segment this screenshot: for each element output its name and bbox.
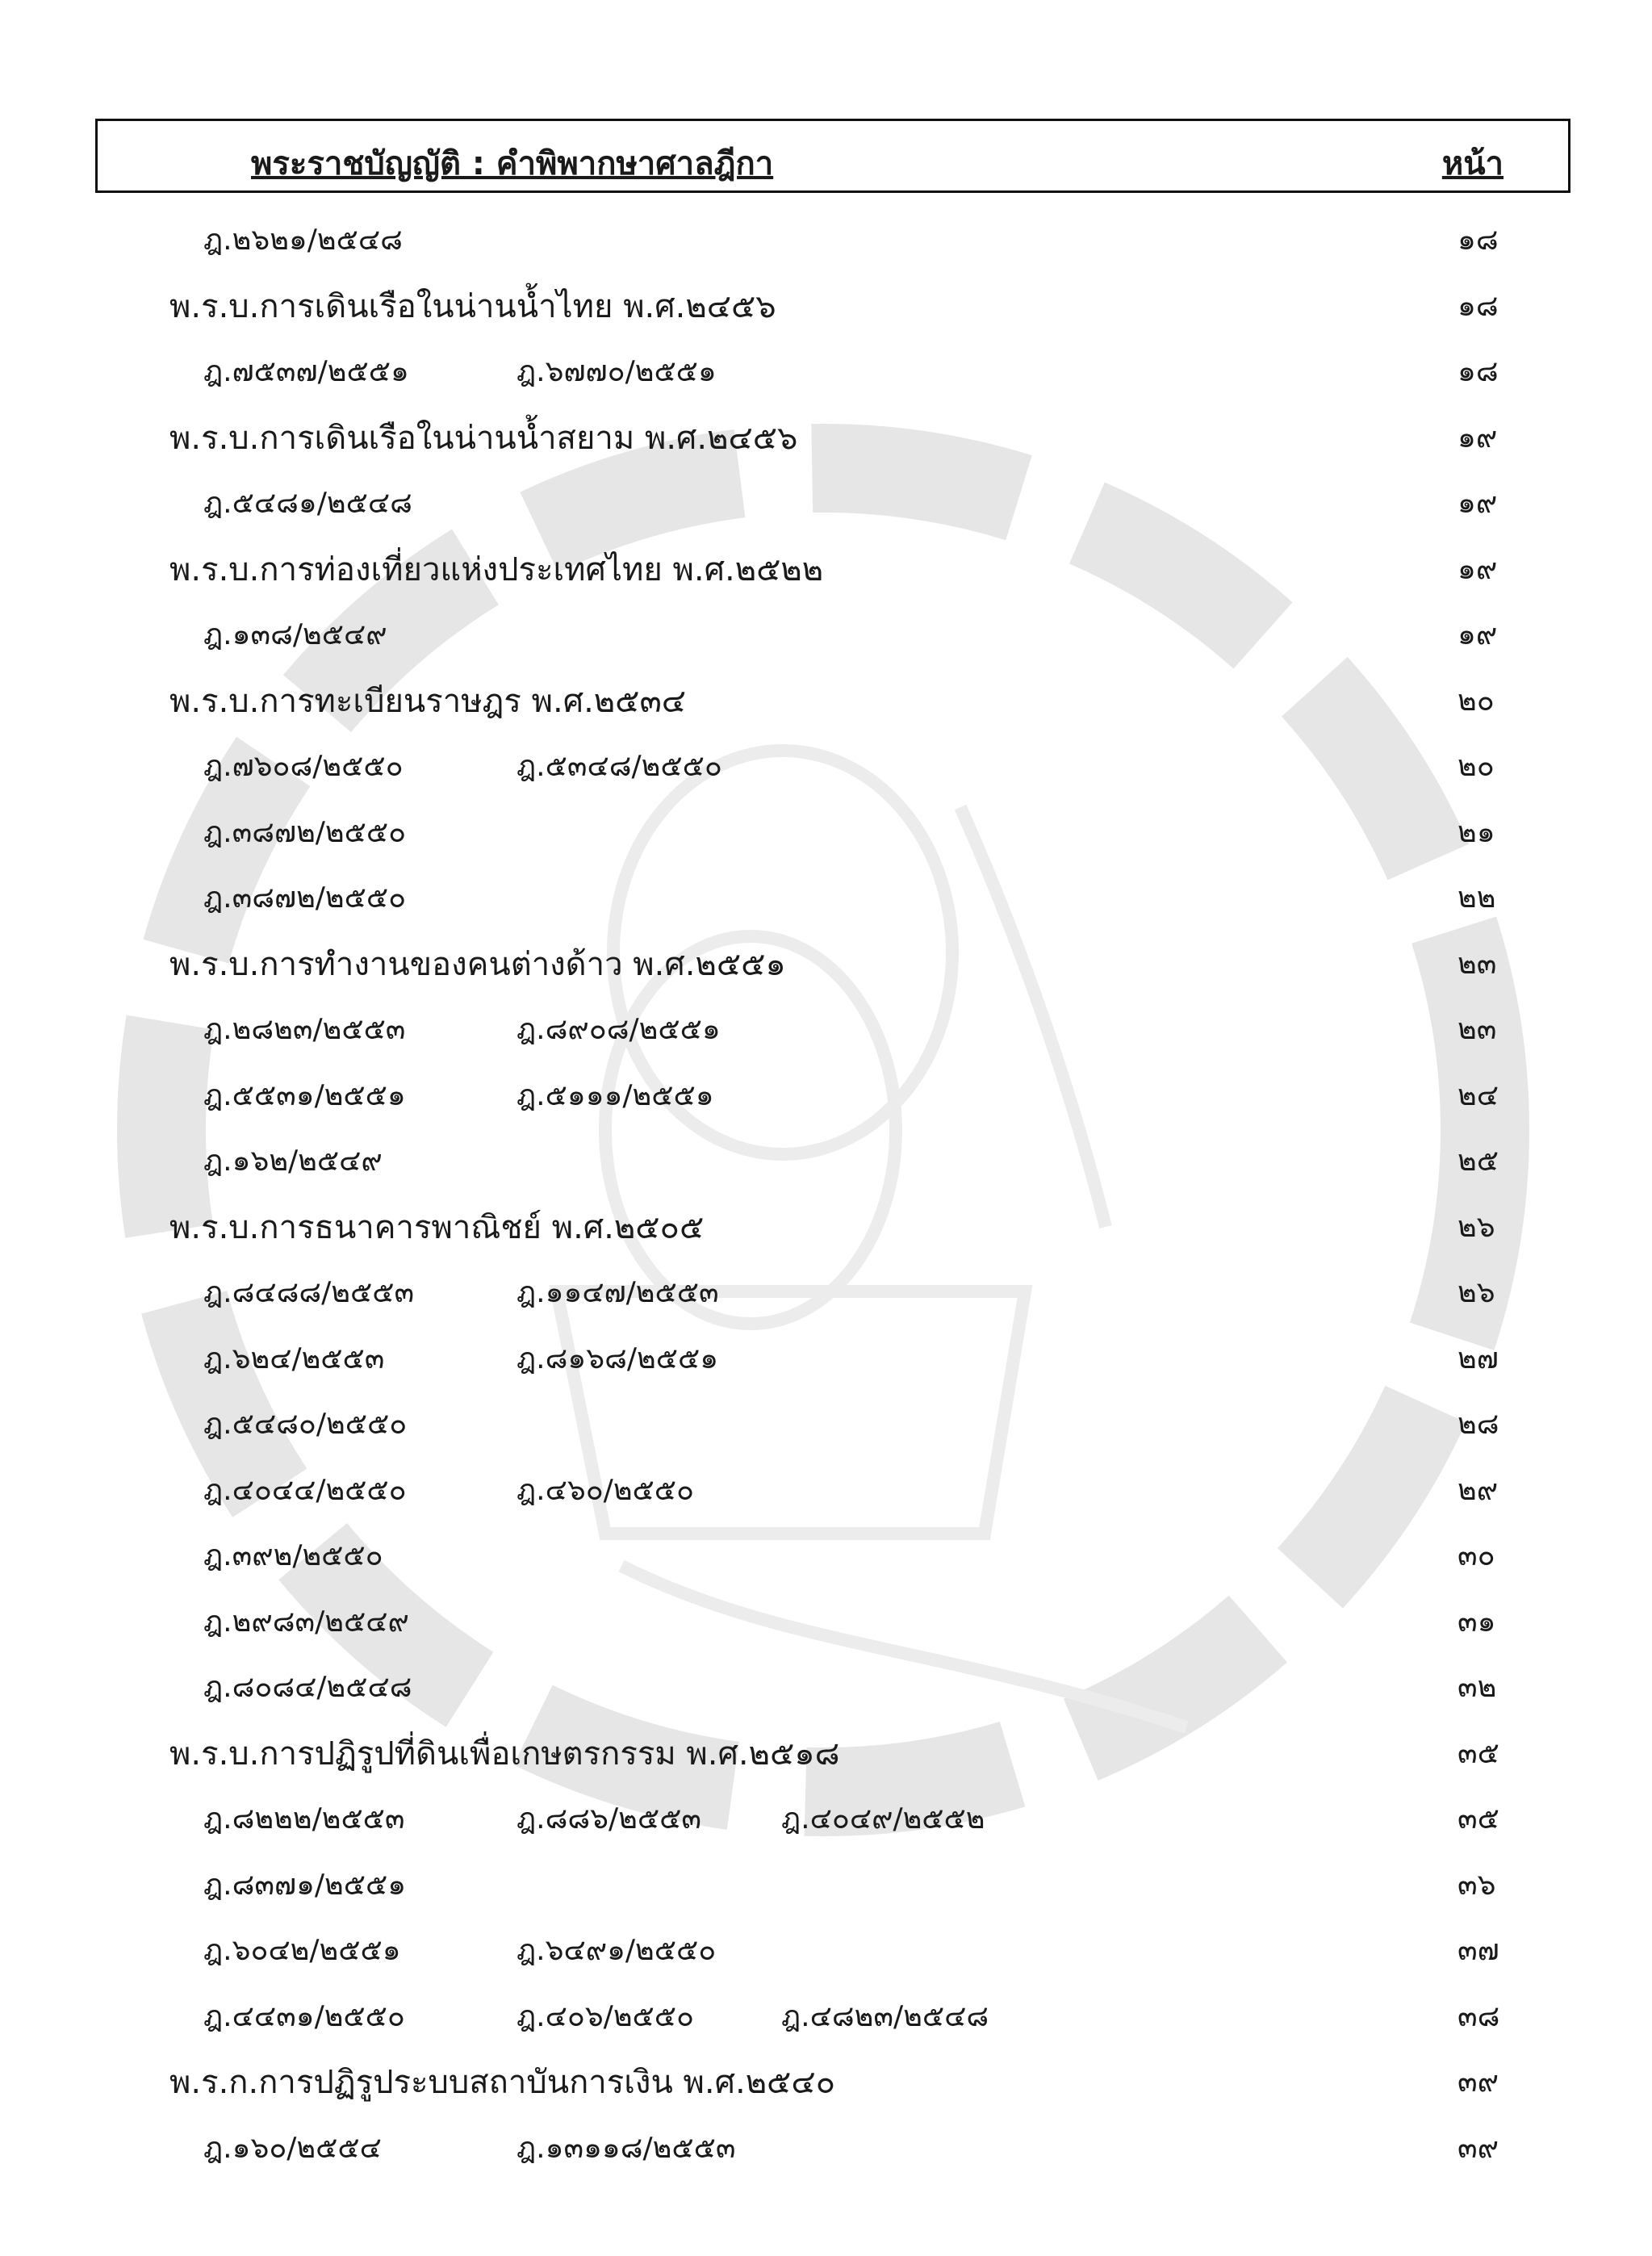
case-citation: ฎ.๘๑๖๘/๒๕๕๑ [517, 1342, 719, 1375]
case-citation: ฎ.๘๙๐๘/๒๕๕๑ [517, 1013, 721, 1046]
page-number: ๓๑ [1458, 1605, 1496, 1639]
case-citation: ฎ.๑๖๒/๒๕๔๙ [203, 1145, 383, 1178]
case-citation: ฎ.๓๘๗๒/๒๕๕๐ [203, 816, 407, 849]
page-number: ๑๘ [1458, 224, 1499, 257]
act-row [0, 1203, 1652, 1252]
page-number: ๑๙ [1458, 553, 1498, 586]
case-row [0, 1532, 1652, 1580]
case-citation: ฎ.๕๑๑๑/๒๕๕๑ [517, 1079, 714, 1112]
page-number: ๓๒ [1458, 1671, 1497, 1704]
case-citation: ฎ.๖๔๙๑/๒๕๕๐ [517, 1934, 717, 1967]
case-citation: ฎ.๔๐๖/๒๕๕๐ [517, 2000, 695, 2033]
act-title: พ.ร.บ.การเดินเรือในน่านน้ำสยาม พ.ศ.๒๔๕๖ [169, 420, 798, 457]
case-row [0, 348, 1652, 396]
header-title: พระราชบัญญัติ : คำพิพากษาศาลฎีกา [251, 145, 774, 182]
case-citation: ฎ.๒๙๘๓/๒๕๔๙ [203, 1605, 409, 1639]
act-title: พ.ร.บ.การธนาคารพาณิชย์ พ.ศ.๒๕๐๕ [169, 1209, 705, 1246]
case-row [0, 743, 1652, 791]
page-number: ๒๙ [1458, 1474, 1499, 1507]
act-title: พ.ร.ก.การปฏิรูประบบสถาบันการเงิน พ.ศ.๒๕๔๐ [169, 2064, 836, 2101]
page-number: ๒๖ [1458, 1211, 1495, 1244]
page-number: ๒๑ [1458, 816, 1495, 849]
case-citation: ฎ.๘๘๖/๒๕๕๓ [517, 1802, 701, 1835]
page-number: ๓๕ [1458, 1737, 1499, 1770]
case-row [0, 216, 1652, 265]
act-row [0, 546, 1652, 594]
case-citation: ฎ.๘๒๒๒/๒๕๕๓ [203, 1802, 405, 1835]
case-citation: ฎ.๓๘๗๒/๒๕๕๐ [203, 881, 407, 915]
case-row [0, 611, 1652, 659]
case-row [0, 1006, 1652, 1054]
case-citation: ฎ.๕๔๘๑/๒๕๔๘ [203, 487, 412, 520]
act-row [0, 940, 1652, 989]
page-number: ๑๘ [1458, 290, 1499, 323]
act-title: พ.ร.บ.การท่องเที่ยวแห่งประเทศไทย พ.ศ.๒๕๒๒ [169, 551, 824, 588]
page-number: ๑๙ [1458, 487, 1498, 520]
case-row [0, 479, 1652, 528]
page-number: ๑๙ [1458, 421, 1498, 454]
case-row [0, 1993, 1652, 2041]
act-row [0, 677, 1652, 726]
case-citation: ฎ.๑๓๘/๒๕๔๙ [203, 618, 387, 651]
page-number: ๓๘ [1458, 2000, 1500, 2033]
page-number: ๒๘ [1458, 1408, 1499, 1441]
case-row [0, 1598, 1652, 1647]
page-number: ๒๖ [1458, 1276, 1495, 1309]
case-row [0, 1664, 1652, 1712]
page-number: ๑๘ [1458, 355, 1499, 388]
case-citation: ฎ.๗๖๐๘/๒๕๕๐ [203, 750, 404, 783]
case-citation: ฎ.๘๓๗๑/๒๕๕๑ [203, 1869, 407, 1902]
case-citation: ฎ.๔๖๐/๒๕๕๐ [517, 1474, 695, 1507]
case-row [0, 1269, 1652, 1317]
page-number: ๓๗ [1458, 1934, 1499, 1967]
case-citation: ฎ.๒๘๒๓/๒๕๕๓ [203, 1013, 406, 1046]
page-number: ๒๔ [1458, 1079, 1499, 1112]
case-citation: ฎ.๘๔๘๘/๒๕๕๓ [203, 1276, 415, 1309]
act-title: พ.ร.บ.การเดินเรือในน่านน้ำไทย พ.ศ.๒๔๕๖ [169, 288, 776, 325]
page-number: ๒๓ [1458, 948, 1497, 981]
case-citation: ฎ.๖๒๔/๒๕๕๓ [203, 1342, 385, 1375]
case-citation: ฎ.๖๗๗๐/๒๕๕๑ [517, 355, 717, 388]
case-citation: ฎ.๓๙๒/๒๕๕๐ [203, 1539, 383, 1572]
page-number: ๒๒ [1458, 881, 1496, 915]
page-number: ๑๙ [1458, 618, 1498, 651]
case-row [0, 1861, 1652, 1910]
case-citation: ฎ.๗๕๓๗/๒๕๕๑ [203, 355, 409, 388]
act-row [0, 414, 1652, 463]
case-citation: ฎ.๖๐๔๒/๒๕๕๑ [203, 1934, 401, 1967]
case-row [0, 809, 1652, 857]
case-citation: ฎ.๔๐๔๙/๒๕๕๒ [781, 1802, 985, 1835]
case-citation: ฎ.๑๑๔๗/๒๕๕๓ [517, 1276, 719, 1309]
case-citation: ฎ.๘๐๘๔/๒๕๔๘ [203, 1671, 412, 1704]
case-citation: ฎ.๑๓๑๑๘/๒๕๕๓ [517, 2132, 736, 2165]
page-number: ๓๙ [1458, 2132, 1499, 2165]
case-citation: ฎ.๕๓๔๘/๒๕๕๐ [517, 750, 722, 783]
header-page-label: หน้า [1441, 145, 1504, 182]
case-citation: ฎ.๕๔๘๐/๒๕๕๐ [203, 1408, 408, 1441]
act-title: พ.ร.บ.การทำงานของคนต่างด้าว พ.ศ.๒๕๕๑ [169, 946, 786, 983]
case-citation: ฎ.๕๕๓๑/๒๕๕๑ [203, 1079, 406, 1112]
page-number: ๒๓ [1458, 1013, 1497, 1046]
case-citation: ฎ.๑๖๐/๒๕๕๔ [203, 2132, 382, 2165]
page-number: ๓๕ [1458, 1802, 1499, 1835]
case-row [0, 1467, 1652, 1515]
case-row [0, 874, 1652, 923]
case-citation: ฎ.๒๖๒๑/๒๕๔๘ [203, 224, 403, 257]
act-row [0, 283, 1652, 331]
case-row [0, 1137, 1652, 1186]
page-number: ๒๕ [1458, 1145, 1499, 1178]
page-number: ๒๐ [1458, 750, 1495, 783]
page-number: ๓๙ [1458, 2066, 1499, 2099]
case-row [0, 1927, 1652, 1975]
act-title: พ.ร.บ.การทะเบียนราษฎร พ.ศ.๒๕๓๔ [169, 683, 687, 720]
case-citation: ฎ.๔๐๔๔/๒๕๕๐ [203, 1474, 407, 1507]
case-row [0, 1400, 1652, 1449]
case-row [0, 1335, 1652, 1383]
case-row [0, 2124, 1652, 2173]
page-number: ๓๐ [1458, 1539, 1495, 1572]
case-citation: ฎ.๔๘๒๓/๒๕๔๘ [781, 2000, 989, 2033]
case-row [0, 1072, 1652, 1120]
page-number: ๒๐ [1458, 684, 1495, 718]
act-row [0, 1730, 1652, 1778]
case-row [0, 1795, 1652, 1844]
act-title: พ.ร.บ.การปฏิรูปที่ดินเพื่อเกษตรกรรม พ.ศ.๒๕๑๘ [169, 1735, 840, 1773]
case-citation: ฎ.๔๔๓๑/๒๕๕๐ [203, 2000, 405, 2033]
act-row [0, 2058, 1652, 2107]
page-number: ๒๗ [1458, 1342, 1499, 1375]
page-number: ๓๖ [1458, 1869, 1496, 1902]
